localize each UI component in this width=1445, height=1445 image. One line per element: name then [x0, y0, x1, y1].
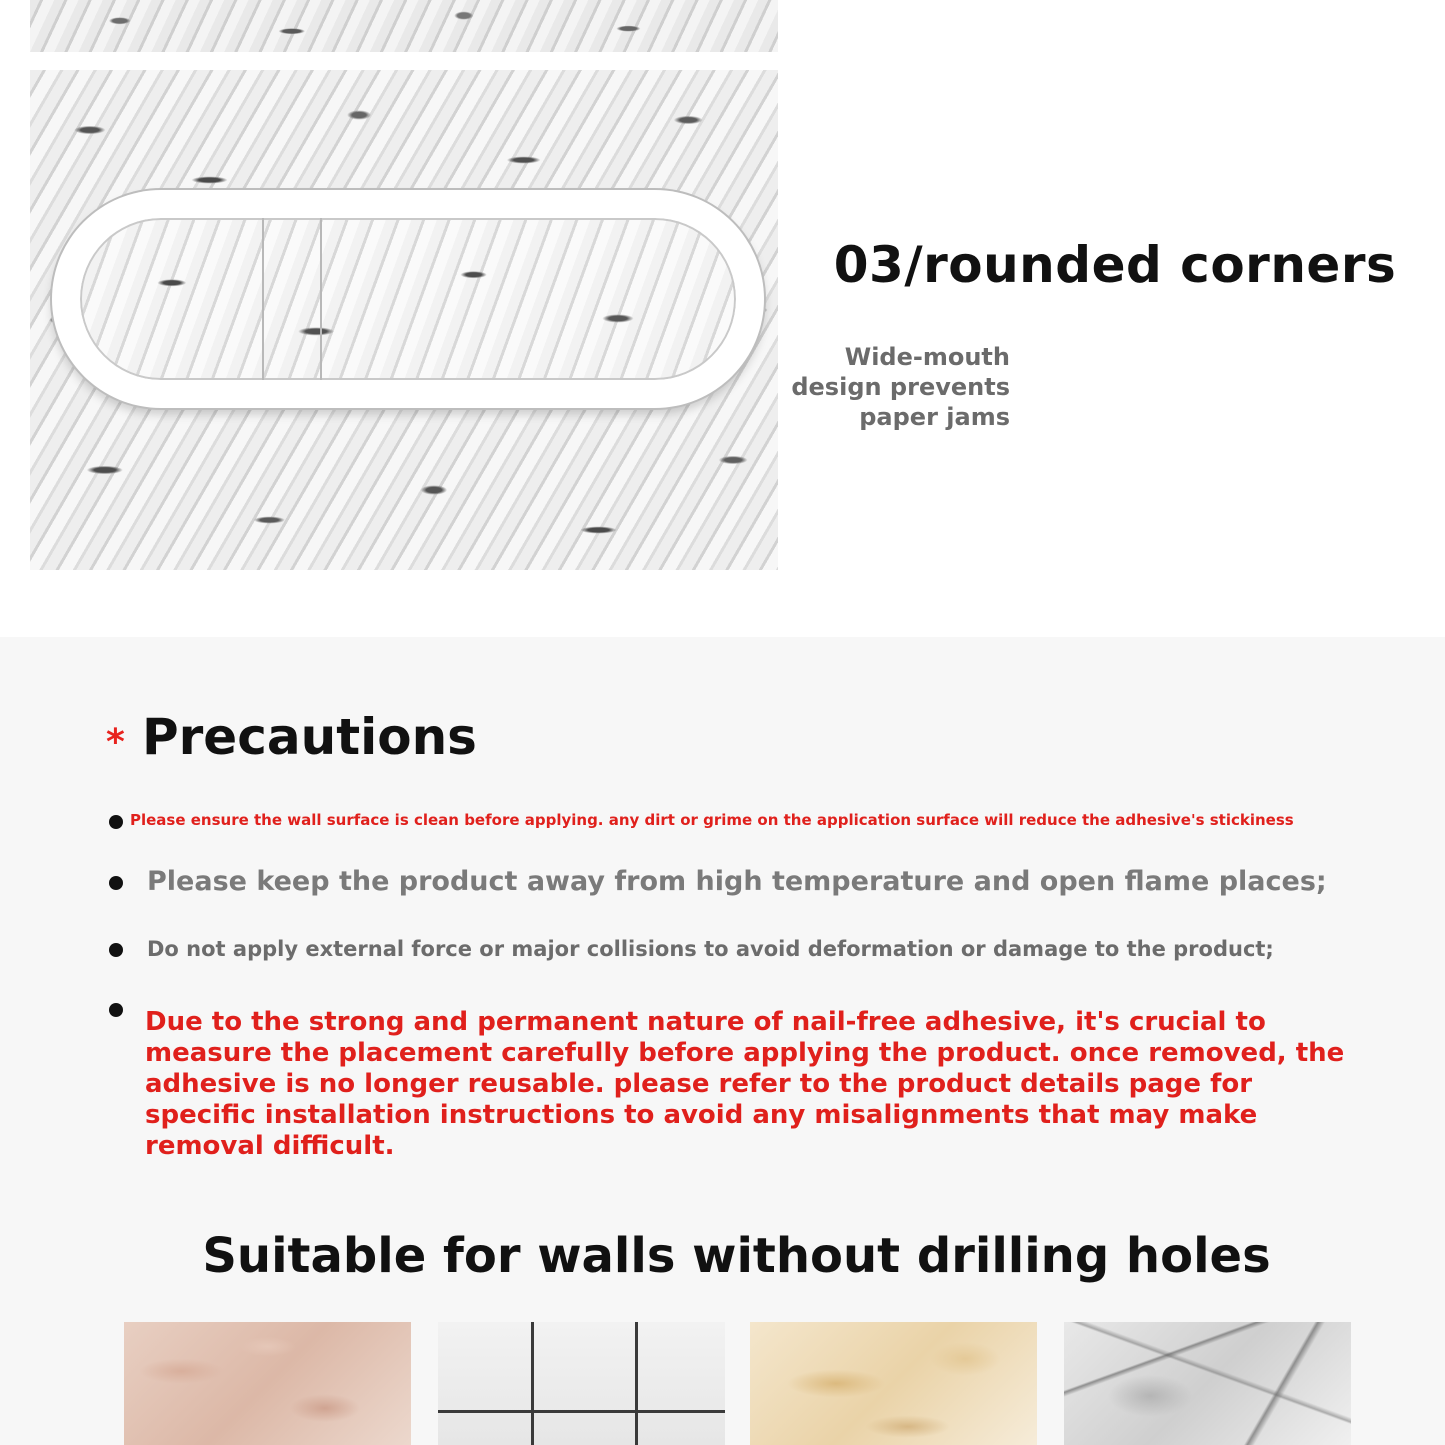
product-closeup-image	[30, 70, 778, 570]
precautions-title: Precautions	[142, 708, 477, 766]
rounded-slot-opening	[52, 190, 764, 408]
slot-divider	[320, 218, 322, 380]
product-feature-section	[0, 0, 1445, 637]
bullet-icon	[109, 876, 123, 890]
white-tile-swatch	[438, 1322, 725, 1445]
suitable-walls-title: Suitable for walls without drilling holes	[202, 1228, 1271, 1284]
precaution-item-2: Please keep the product away from high temperature and open flame places;	[147, 866, 1327, 897]
precaution-item-1: Please ensure the wall surface is clean before applying. any dirt or grime on the application surface will reduce the adhesive's stickiness	[130, 811, 1294, 829]
pink-marble-swatch	[124, 1322, 411, 1445]
precaution-item-4: Due to the strong and permanent nature of nail-free adhesive, it's crucial to measure the placement carefully before applying the product. once removed, the adhesive is no longer reusable. please refer to the product details page for specific installation instructions to avoid any misalignments that may make removal difficult.	[145, 1007, 1345, 1161]
slot-divider	[262, 218, 264, 380]
bullet-icon	[109, 943, 123, 957]
precaution-item-3: Do not apply external force or major collisions to avoid deformation or damage to the product;	[147, 937, 1274, 961]
feature-description: Wide-mouth design prevents paper jams	[791, 343, 1010, 431]
gray-marble-swatch	[1064, 1322, 1351, 1445]
bullet-icon	[109, 815, 123, 829]
asterisk-marker: *	[106, 722, 125, 763]
product-texture-strip	[30, 0, 778, 52]
slot-interior	[80, 218, 736, 380]
feature-title: 03/rounded corners	[833, 236, 1397, 294]
bullet-icon	[109, 1003, 123, 1017]
gold-marble-swatch	[750, 1322, 1037, 1445]
